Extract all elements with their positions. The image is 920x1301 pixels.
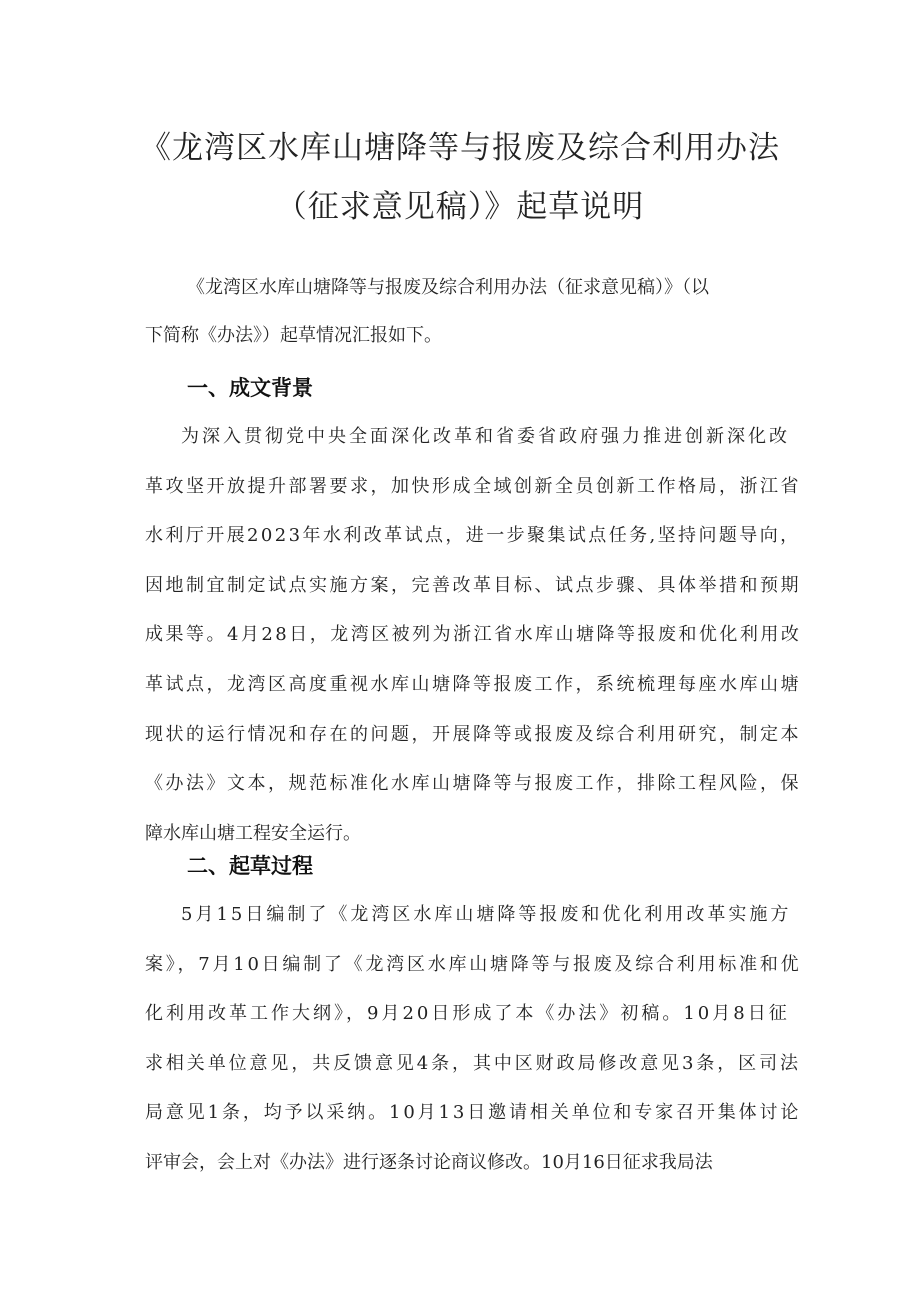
paragraph-line: 现状的运行情况和存在的问题，开展降等或报废及综合利用研究，制定本 xyxy=(145,723,801,745)
paragraph-line: 《办法》文本，规范标准化水库山塘降等与报废工作，排除工程风险，保 xyxy=(145,773,801,795)
paragraph-line: 求相关单位意见，共反馈意见4条，其中区财政局修改意见3条，区司法 xyxy=(145,1052,801,1074)
paragraph-line: 化利用改革工作大纲》，9月20日形成了本《办法》初稿。10月8日征 xyxy=(145,1003,790,1025)
intro-line: 《龙湾区水库山塘降等与报废及综合利用办法（征求意见稿）》（以 xyxy=(187,277,709,298)
paragraph-line: 因地制宜制定试点实施方案，完善改革目标、试点步骤、具体举措和预期 xyxy=(145,574,801,596)
paragraph-line: 局意见1条，均予以采纳。10月13日邀请相关单位和专家召开集体讨论 xyxy=(145,1102,802,1124)
paragraph-line: 成果等。4月28日，龙湾区被列为浙江省水库山塘降等报废和优化利用改 xyxy=(145,624,802,646)
paragraph-line: 为深入贯彻党中央全面深化改革和省委省政府强力推进创新深化改 xyxy=(181,426,790,447)
paragraph-line: 革试点，龙湾区高度重视水库山塘降等报废工作，系统梳理每座水库山塘 xyxy=(145,673,801,695)
background-paragraph xyxy=(145,412,801,858)
section-heading-drafting-process: 二、起草过程 xyxy=(187,854,313,878)
intro-line: 下简称《办法》）起草情况汇报如下。 xyxy=(145,325,442,346)
paragraph-line: 革攻坚开放提升部署要求，加快形成全域创新全员创新工作格局，浙江省 xyxy=(145,475,801,497)
paragraph-line: 评审会，会上对《办法》进行逐条讨论商议修改。10月16日征求我局法 xyxy=(145,1151,713,1173)
drafting-paragraph xyxy=(145,890,801,1188)
paragraph-line: 水利厅开展2023年水利改革试点，进一步聚集试点任务,坚持问题导向， xyxy=(145,525,801,547)
paragraph-line: 案》，7月10日编制了《龙湾区水库山塘降等与报废及综合利用标准和优 xyxy=(145,953,802,975)
intro-paragraph xyxy=(145,264,805,360)
paragraph-line: 5月15日编制了《龙湾区水库山塘降等报废和优化利用改革实施方 xyxy=(181,904,792,925)
document-title-line-1: 《龙湾区水库山塘降等与报废及综合利用办法 xyxy=(140,130,780,166)
section-heading-background: 一、成文背景 xyxy=(187,376,313,400)
document-title-line-2: （征求意见稿）》起草说明 xyxy=(275,189,645,225)
paragraph-line: 障水库山塘工程安全运行。 xyxy=(145,822,361,844)
